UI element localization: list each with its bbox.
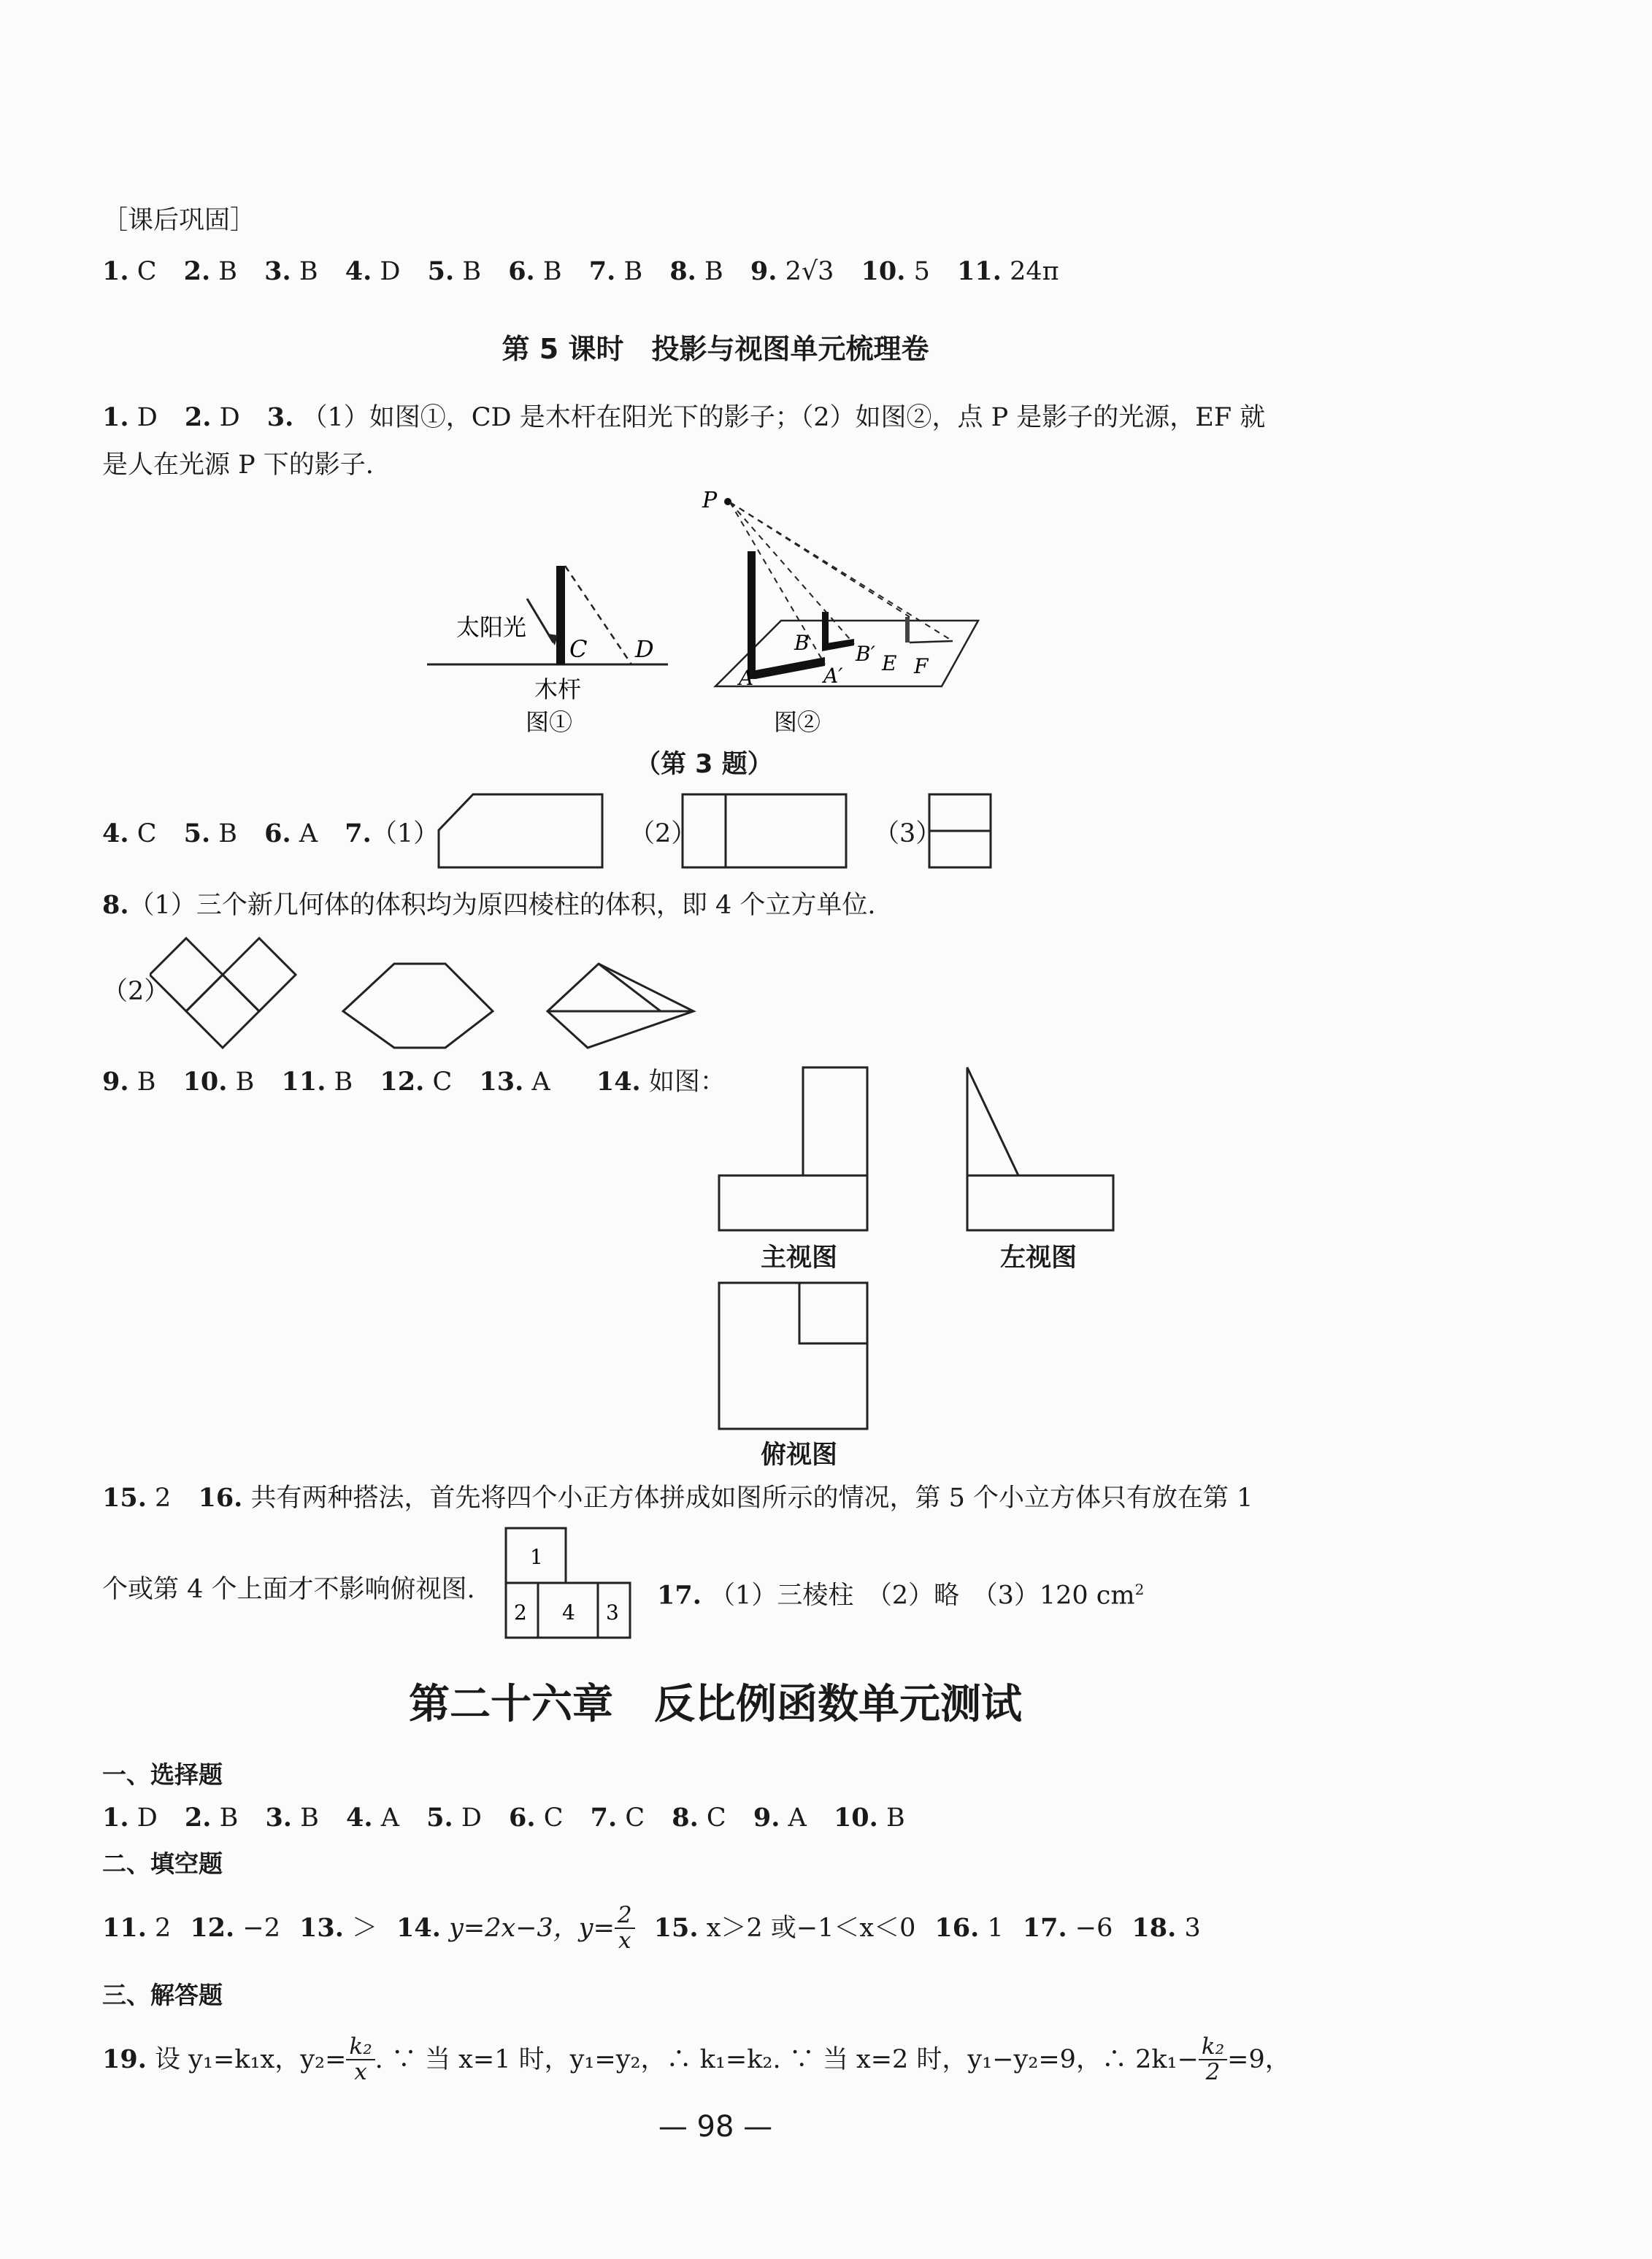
- pole-label: 木杆: [534, 675, 582, 703]
- left-view-base: [967, 1175, 1113, 1230]
- consolidate-answers: 1. C 2. B 3. B 4. D 5. B 6. B 7. B 8. B 9. 2√3 10. 5 11. 24π: [102, 256, 1059, 286]
- sun-label: 太阳光: [456, 613, 527, 641]
- cube-2: 2: [514, 1600, 527, 1625]
- point-p: P: [702, 488, 718, 513]
- arrow-head: [548, 634, 558, 645]
- front-view-top: [803, 1067, 867, 1175]
- tall-shadow: [748, 657, 825, 679]
- lesson5-q8: 8.（1）三个新几何体的体积均为原四棱柱的体积，即 4 个立方单位.: [102, 890, 876, 920]
- figure-pointlight: [694, 482, 986, 745]
- q7-view-3: [927, 792, 994, 872]
- left-view-label: 左视图: [1000, 1243, 1077, 1273]
- cube-4: 4: [562, 1600, 575, 1625]
- section-2-heading: 二、填空题: [102, 1849, 223, 1878]
- consolidate-header: ［课后巩固］: [102, 206, 256, 235]
- fig1-caption: 图①: [526, 708, 573, 736]
- front-view-label: 主视图: [761, 1243, 838, 1273]
- cube-1: 1: [530, 1545, 543, 1569]
- top-view-label: 俯视图: [761, 1441, 838, 1470]
- q7-view-2: [680, 792, 850, 872]
- tall-pole: [748, 551, 756, 675]
- q7-label-3: （3）: [874, 819, 942, 848]
- lesson5-q4-7: 4. C 5. B 6. A 7.（1）: [102, 818, 439, 848]
- fig2-caption: 图②: [774, 708, 821, 736]
- section-1-answers: 1. D 2. B 3. B 4. A 5. D 6. C 7. C 8. C 9. A 10. B: [102, 1803, 905, 1833]
- pole: [556, 566, 565, 664]
- top-view-inner: [799, 1283, 867, 1343]
- lesson5-title: 第 5 课时 投影与视图单元梳理卷: [502, 333, 929, 365]
- short-pole: [822, 612, 829, 648]
- q8-label-2: （2）: [102, 977, 170, 1006]
- figure-sunlight: [423, 555, 672, 745]
- fig3-caption: （第 3 题）: [635, 750, 773, 779]
- top-view-outer: [719, 1283, 867, 1429]
- lesson5-q9-14: 9. B 10. B 11. B 12. C 13. A 14. 如图：: [102, 1067, 726, 1097]
- section-3-heading: 三、解答题: [102, 1981, 223, 2009]
- chapter26-title: 第二十六章 反比例函数单元测试: [409, 1681, 1022, 1728]
- section-1-heading: 一、选择题: [102, 1760, 223, 1789]
- q8-fig-1: [150, 938, 296, 1048]
- front-view-base: [719, 1175, 867, 1230]
- point-a-prime: A′: [823, 664, 843, 688]
- lesson5-q3-line2: 是人在光源 P 下的影子.: [102, 450, 374, 480]
- lesson5-q1-3-line1: 1. D 2. D 3. （1）如图①，CD 是木杆在阳光下的影子；（2）如图②，点 P 是影子的光源，EF 就: [102, 402, 1266, 432]
- point-d: D: [635, 635, 654, 663]
- lesson5-q15-16: 15. 2 16. 共有两种搭法，首先将四个小正方体拼成如图所示的情况，第 5 个小立方体只有放在第 1: [102, 1483, 1253, 1513]
- point-e: E: [882, 651, 897, 675]
- person: [905, 617, 910, 643]
- point-c: C: [569, 635, 588, 663]
- page-number: — 98 —: [658, 2110, 773, 2144]
- point-b: B: [794, 631, 810, 655]
- person-shadow: [910, 641, 953, 643]
- section-2-answers: 11. 2 12. −2 13. ＞ 14. y=2x−3，y= $\frac{2}{x}$ 15. x＞2 或−1＜x＜0 16. 1 17. −6 18. 3: [102, 1902, 1201, 1954]
- q8-figures: [150, 935, 712, 1051]
- q7-view-1: [437, 792, 612, 872]
- point-a: A: [739, 666, 754, 690]
- q8-fig-2: [343, 964, 493, 1048]
- point-b-prime: B′: [856, 642, 875, 666]
- lesson5-q16-line2: 个或第 4 个上面才不影响俯视图.: [102, 1575, 475, 1604]
- q7-label-2: （2）: [629, 819, 697, 848]
- cube-3: 3: [606, 1600, 619, 1625]
- lesson5-q17: 17. （1）三棱柱 （2）略 （3）120 $cm^2$: [657, 1580, 1145, 1611]
- q8-fig-3: [548, 964, 694, 1048]
- cube-grid: [504, 1526, 635, 1643]
- left-view-triangle: [967, 1067, 1018, 1175]
- point-f: F: [914, 654, 929, 678]
- section-3-q19: 19. 设 y₁=k₁x，y₂= $\frac{\text{k₂}}{x}$ . ∵ 当 x=1 时，y₁=y₂，∴ k₁=k₂. ∵ 当 x=2 时，y₁−y₂=9，∴ 2k₁− $\frac{\text{k₂}}{2}$ =9，: [102, 2033, 1291, 2085]
- ray-3: [730, 502, 910, 617]
- ray-1: [730, 502, 825, 664]
